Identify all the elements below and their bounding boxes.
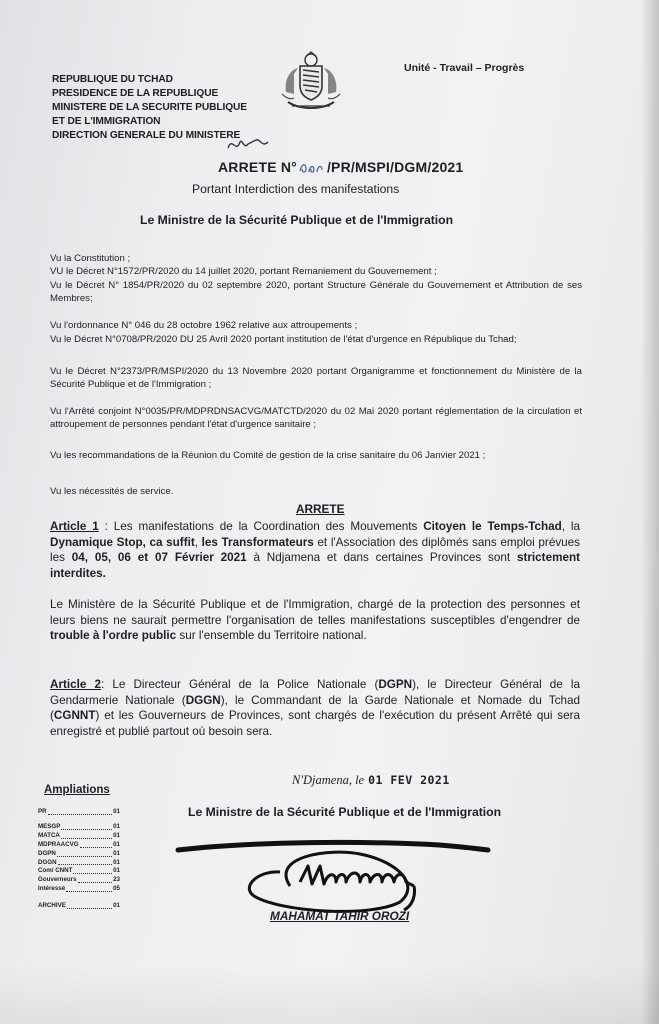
consideration-item: Vu le Décret N°2373/PR/MSPI/2020 du 13 Novembre 2020 portant Organigramme et fonctionnement du Ministère de la Sécurité Publique et de l'Immigration ;	[50, 366, 582, 391]
consideration-item: Vu le Décret N°0708/PR/2020 DU 25 Avril 2020 portant institution de l'état d'urgence en République du Tchad;	[50, 334, 517, 345]
article-bold: trouble à l'ordre public	[50, 629, 177, 643]
signatory-title: Le Ministre de la Sécurité Publique et de l'Immigration	[188, 805, 502, 819]
article-bold: les Transformateurs	[201, 535, 314, 549]
article-1	[50, 519, 580, 581]
article-bold: strictement interdites.	[50, 551, 580, 580]
letterhead	[52, 73, 247, 143]
list-item: Com/ CNNT 01	[38, 867, 120, 875]
article-2	[50, 677, 580, 739]
article-bold: 04, 05, 06 et 07 Février 2021	[71, 551, 247, 565]
consideration-item: Vu l'Arrêté conjoint N°0035/PR/MDPRDNSACVG/MATCTD/2020 du 02 Mai 2020 portant réglementation de la circulation et attroupement de personnes pendant l'état d'urgence sanitaire ;	[50, 406, 582, 431]
article-text: ), le Commandant de la Garde Nationale et Nomade du Tchad (	[50, 693, 580, 723]
article-1-paragraph-2	[50, 597, 580, 644]
letterhead-line: PRESIDENCE DE LA REPUBLIQUE	[52, 88, 219, 99]
consideration-item: Vu le Décret N° 1854/PR/2020 du 02 septembre 2020, portant Structure Générale du Gouvernement et Attribution de ses Membres;	[50, 280, 582, 305]
list-item: MESGP 01	[38, 822, 120, 830]
consideration-item: Vu la Constitution ;	[50, 253, 131, 264]
article-bold: DGGN	[185, 693, 221, 707]
article-bold: Citoyen le Temps-Tchad	[423, 520, 562, 533]
article-text: Le Ministère de la Sécurité Publique et de l'Immigration, chargé de la protection des personnes et leurs biens ne saurait permettre l'organisation de telles manifestations susceptibles d'engendrer de	[50, 598, 580, 627]
consideration-item: Vu les recommandations de la Réunion du Comité de gestion de la crise sanitaire du 06 Janvier 2021 ;	[50, 450, 486, 461]
list-item: MATCA 01	[38, 831, 120, 839]
article-text: à Ndjamena et dans certaines Provinces sont	[246, 551, 517, 565]
list-item: DGPN 01	[38, 849, 120, 857]
consideration-item: Vu l'ordonnance N° 046 du 28 octobre 1962 relative aux attroupements ;	[50, 320, 358, 331]
arrete-suffix: /PR/MSPI/DGM/2021	[326, 159, 464, 175]
article-text: ,	[194, 535, 202, 549]
page-shadow	[641, 0, 659, 1024]
article-bold: CGNNT	[53, 709, 96, 723]
signatory-name: MAHAMAT TAHIR OROZI	[270, 909, 410, 923]
article-text: : Le Directeur Général de la Police Nationale (	[101, 678, 379, 691]
decision-heading: ARRETE	[296, 502, 345, 516]
article-2-label: Article 2	[50, 678, 101, 691]
article-text: et l'Association des diplômés sans emploi prévues les	[50, 535, 581, 565]
article-text: ), le Directeur Général de la Gendarmerie Nationale (	[50, 678, 581, 707]
page-shadow	[0, 964, 659, 1024]
article-text: ) et les Gouverneurs de Provinces, sont chargés de l'exécution du présent Arrêté qui sera enregistré et publié partout où besoin sera.	[50, 709, 580, 738]
handwritten-signature	[170, 826, 500, 916]
consideration-item: VU le Décret N°1572/PR/2020 du 14 juillet 2020, portant Remaniement du Gouvernement ;	[50, 266, 437, 277]
letterhead-line: MINISTERE DE LA SECURITE PUBLIQUE	[52, 102, 247, 113]
article-text: : Les manifestations de la Coordination des Mouvements	[98, 520, 424, 533]
letterhead-line: DIRECTION GENERALE DU MINISTERE	[52, 130, 241, 141]
letterhead-line: ET DE L'IMMIGRATION	[52, 116, 161, 127]
ampliations-list	[38, 808, 120, 911]
article-text: sur l'ensemble du Territoire national.	[176, 629, 367, 643]
arrete-number	[218, 159, 463, 175]
consideration-item: Vu les nécessités de service.	[50, 486, 174, 497]
article-1-label: Article 1	[50, 520, 99, 533]
article-bold: DGPN	[378, 678, 413, 691]
arrete-object: Portant Interdiction des manifestations	[192, 182, 400, 196]
list-item: Gouverneurs 23	[38, 876, 120, 884]
article-bold: Dynamique Stop, ca suffit	[50, 535, 195, 549]
place-and-date	[292, 773, 450, 788]
national-motto: Unité - Travail – Progrès	[404, 62, 525, 74]
list-item: DGGN 01	[38, 858, 120, 866]
coat-of-arms-icon	[276, 50, 346, 116]
handwritten-initials	[226, 134, 276, 156]
date-stamp: 01 FEV 2021	[368, 773, 450, 787]
list-item: Intéressé 05	[38, 885, 120, 893]
letterhead-line: REPUBLIQUE DU TCHAD	[52, 74, 173, 85]
handwritten-number	[297, 161, 327, 175]
list-item: PR 01	[38, 808, 120, 815]
minister-heading: Le Ministre de la Sécurité Publique et de l'Immigration	[140, 213, 454, 227]
ampliations-title: Ampliations	[44, 784, 110, 796]
arrete-prefix: ARRETE N°	[218, 159, 297, 175]
list-item: MDPRAACVG 01	[38, 840, 120, 848]
list-item: ARCHIVE 01	[38, 902, 120, 910]
signing-place: N'Djamena, le	[292, 773, 365, 787]
article-text: , la	[561, 520, 581, 533]
